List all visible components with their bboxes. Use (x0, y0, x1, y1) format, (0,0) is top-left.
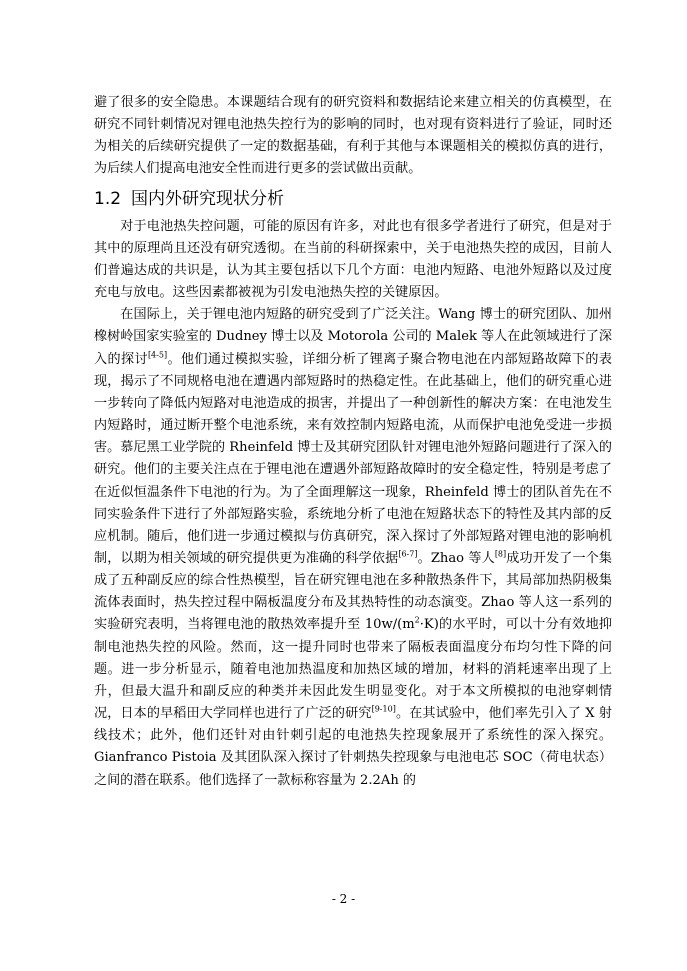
citation: [6-7] (398, 549, 418, 559)
text-run: 成功开发了一个集成了五种副反应的综合性热模型，旨在研究锂电池在多种散热条件下，其局部加热阴极集流体表面时，热失控过程中隔板温度分布及其热特性的动态演变。Zhao 等人这一系列的实验研究表明，当将锂电池的散热效率提升至 10w/(m (94, 550, 613, 633)
unit-superscript: 2 (414, 616, 420, 626)
section-title: 国内外研究现状分析 (131, 188, 285, 209)
page-body (94, 92, 612, 792)
citation: [9-10] (371, 704, 396, 714)
text-run: 。他们通过模拟实验，详细分析了锂离子聚合物电池在内部短路故障下的表现，揭示了不同规格电池在遭遇内部短路时的热稳定性。在此基础上，他们的研究重心进一步转向了降低内短路对电池造成的损害，并提出了一种创新性的解决方案：在电池发生内短路时，通过断开整个电池系统，来有效控制内短路电流，从而保护电池免受进一步损害。慕尼黑工业学院的 Rheinfeld 博士及其研究团队针对锂电池外短路问题进行了深入的研究。他们的主要关注点在于锂电池在遭遇外部短路故障时的安全稳定性，特别是考虑了在近似恒温条件下电池的行为。为了全面理解这一现象，Rheinfeld 博士的团队首先在不同实验条件下进行了外部短路实验，系统地分析了电池在短路状态下的特性及其内部的反应机制。随后，他们进一步通过模拟与仿真研究，深入探讨了外部短路对锂电池的影响机制，以期为相关领域的研究提供更为准确的科学依据 (94, 351, 613, 566)
section-number: 1.2 (94, 188, 122, 209)
section-heading (94, 187, 612, 211)
text-run: 。Zhao 等人 (417, 550, 495, 566)
citation: [4-5] (147, 350, 168, 360)
citation: [8] (494, 549, 507, 559)
text-run: 。在其试验中，他们率先引入了 X 射线技术；此外，他们还针对由针刺引起的电池热失控现象展开了系统性的深入探究。Gianfranco Pistoia 及其团队深入探讨了针刺热失控现象与电池电芯 SOC（荷电状态）之间的潜在联系。他们选择了一款标称容量为 2.2Ah 的 (94, 706, 612, 788)
page-number: - 2 - (331, 892, 356, 906)
paragraph-intro-end: 避了很多的安全隐患。本课题结合现有的研究资料和数据结论来建立相关的仿真模型，在研究不同针刺情况对锂电池热失控行为的影响的同时，也对现有资料进行了验证，同时还为相关的后续研究提供了一定的数据基础，有利于其他与本课题相关的模拟仿真的进行，为后续人们提高电池安全性而进行更多的尝试做出贡献。 (94, 95, 612, 177)
paragraph-international-research (94, 304, 612, 791)
text-run: ·K)的水平时，可以十分有效地抑制电池热失控的风险。然而，这一提升同时也带来了隔板表面温度分布均匀性下降的问题。进一步分析显示，随着电池加热温度和加热区域的增加，材料的消耗速率出现了上升，但最大温升和副反应的种类并未因此发生明显变化。对于本文所模拟的电池穿刺情况，日本的早稻田大学同样也进行了广泛的研究 (94, 617, 612, 722)
paragraph-causes: 对于电池热失控问题，可能的原因有许多，对此也有很多学者进行了研究，但是对于其中的原理尚且还没有研究透彻。在当前的科研探索中，关于电池热失控的成因，目前人们普遍达成的共识是，认为其主要包括以下几个方面：电池内短路、电池外短路以及过度充电与放电。这些因素都被视为引发电池热失控的关键原因。 (94, 218, 612, 301)
text-run: 在国际上，关于锂电池内短路的研究受到了广泛关注。Wang 博士的研究团队、加州橡树岭国家实验室的 Dudney 博士以及 Motorola 公司的 Malek 等人在此领域进行了深入的探讨 (94, 307, 612, 367)
